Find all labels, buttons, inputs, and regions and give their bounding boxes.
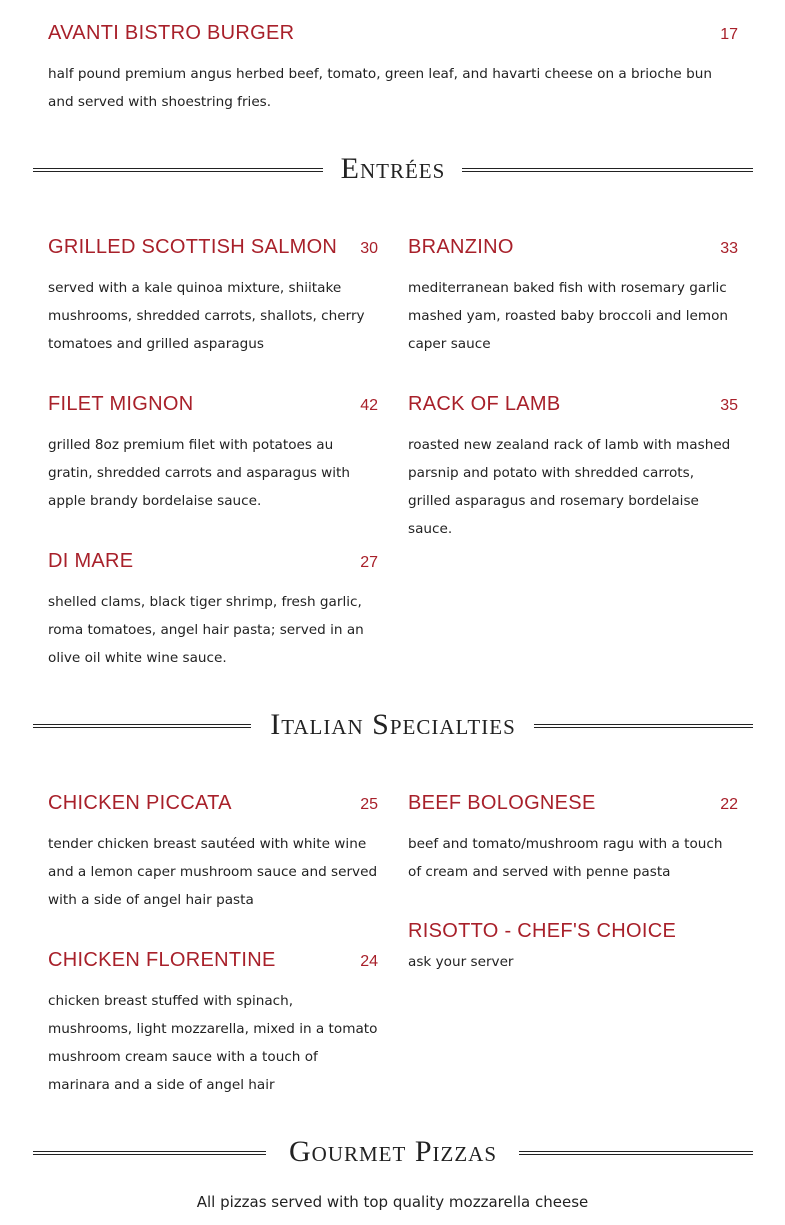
section-title: Entrées [340,152,446,185]
item-description: roasted new zealand rack of lamb with mashed parsnip and potato with shredded carrots, grilled asparagus and rosemary bordelaise sauce. [408,437,731,537]
item-name: RACK OF LAMB [408,393,561,415]
item-price: 25 [360,796,378,813]
menu-item-rack-of-lamb [408,393,738,543]
item-price: 33 [720,240,738,257]
item-price: 24 [360,953,378,970]
item-name: RISOTTO - CHEF'S CHOICE [408,920,677,942]
item-description: served with a kale quinoa mixture, shiitake mushrooms, shredded carrots, shallots, cherry tomatoes and grilled asparagus [48,280,365,352]
section-title: Italian Specialties [270,708,516,741]
item-name: CHICKEN FLORENTINE [48,949,276,971]
menu-item-branzino [408,236,738,358]
menu-item-chicken-piccata [48,792,378,914]
item-description: tender chicken breast sautéed with white wine and a lemon caper mushroom sauce and served with a side of angel hair pasta [48,836,378,908]
item-name: BEEF BOLOGNESE [408,792,596,814]
item-price: 30 [360,240,378,257]
item-name: AVANTI BISTRO BURGER [48,22,295,44]
menu-item-risotto-chefs-choice [408,920,738,976]
pizza-note: All pizzas served with top quality mozzarella cheese [196,1193,589,1211]
menu-item-grilled-scottish-salmon [48,236,378,358]
menu-item-beef-bolognese [408,792,738,886]
section-title: Gourmet Pizzas [288,1135,497,1168]
item-price: 42 [360,397,378,414]
item-description: ask your server [408,954,514,970]
section-heading-gourmet-pizzas [33,1135,753,1175]
item-name: FILET MIGNON [48,393,194,415]
section-heading-entrees [33,152,753,192]
item-description: chicken breast stuffed with spinach, mushrooms, light mozzarella, mixed in a tomato mushroom cream sauce with a touch of marinara and a side of angel hair [48,993,378,1093]
item-name: CHICKEN PICCATA [48,792,232,814]
item-description: mediterranean baked fish with rosemary garlic mashed yam, roasted baby broccoli and lemon caper sauce [408,280,729,352]
item-description: shelled clams, black tiger shrimp, fresh garlic, roma tomatoes, angel hair pasta; served in an olive oil white wine sauce. [48,594,364,666]
item-name: GRILLED SCOTTISH SALMON [48,236,338,258]
menu-item-filet-mignon [48,393,378,515]
item-price: 17 [720,26,738,43]
item-price: 22 [720,796,738,813]
item-name: BRANZINO [408,236,514,258]
item-description: grilled 8oz premium filet with potatoes au gratin, shredded carrots and asparagus with apple brandy bordelaise sauce. [48,437,351,509]
section-heading-italian-specialties [33,708,753,748]
menu-item-chicken-florentine [48,949,378,1099]
item-price: 35 [720,397,738,414]
item-name: DI MARE [48,550,134,572]
item-price: 27 [360,554,378,571]
menu-item-di-mare [48,550,378,672]
item-description: beef and tomato/mushroom ragu with a touch of cream and served with penne pasta [408,836,723,880]
item-description: half pound premium angus herbed beef, tomato, green leaf, and havarti cheese on a brioche bun and served with shoestring fries. [48,66,712,110]
menu-item-avanti-bistro-burger [48,22,738,116]
